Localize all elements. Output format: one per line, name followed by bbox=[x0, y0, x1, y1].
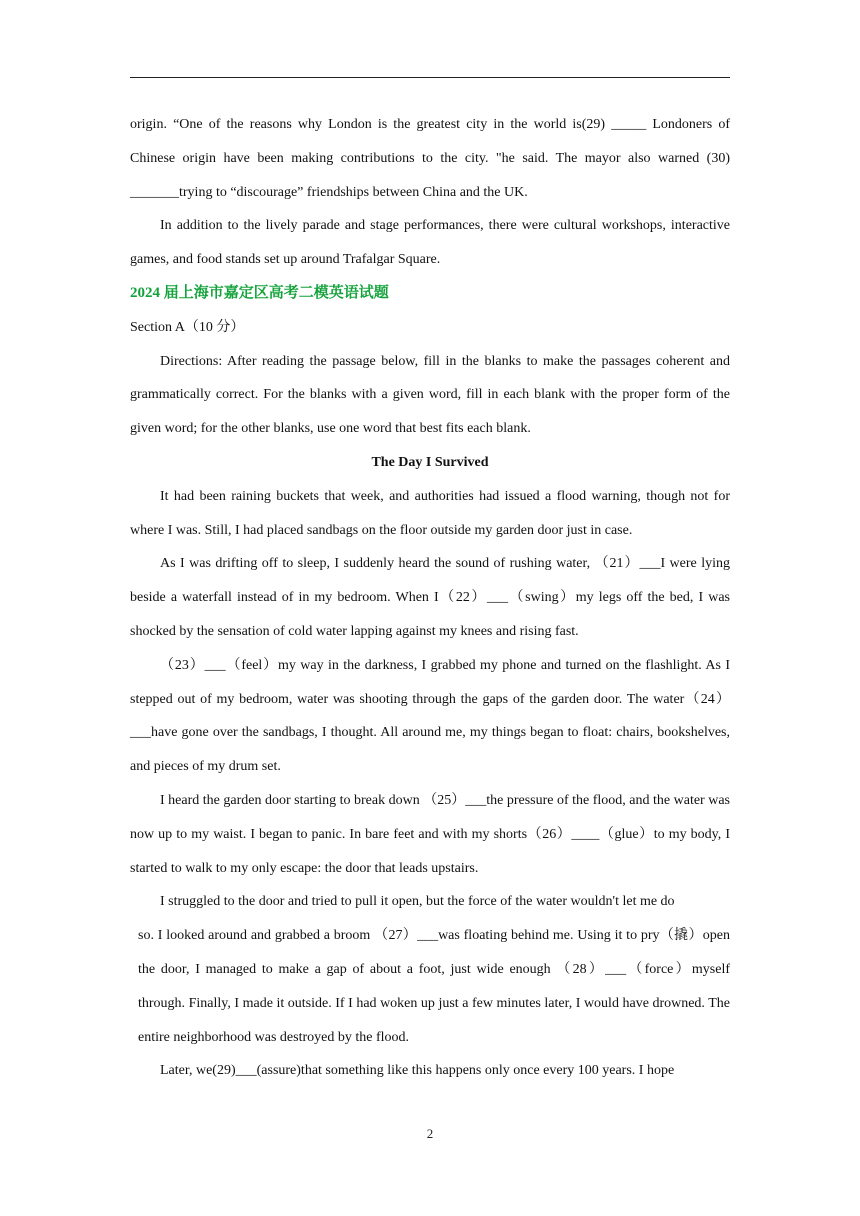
page-number: 2 bbox=[426, 1126, 434, 1141]
passage-paragraph: I heard the garden door starting to break down （25）___the pressure of the flood, and the water was now up to my waist. I began to panic. In bare feet and with my shorts（26）____（glue）to my body, I started to walk to my only escape: the door that leads upstairs. bbox=[130, 792, 730, 876]
previous-passage-paragraph: origin. “One of the reasons why London is the greatest city in the world is(29) _____ Londoners of Chinese origin have been making contributions to the city. "he said. The mayor also warned (30) _______trying to “discourage” friendships between China and the UK. bbox=[130, 117, 730, 200]
passage-title: The Day I Survived bbox=[371, 454, 489, 470]
passage-paragraph: Later, we(29)___(assure)that something like this happens only once every 100 years. I hope bbox=[160, 1063, 675, 1079]
passage-paragraph: I struggled to the door and tried to pull it open, but the force of the water wouldn't let me do bbox=[160, 894, 675, 910]
passage-paragraph: （23）___（feel）my way in the darkness, I grabbed my phone and turned on the flashlight. As I stepped out of my bedroom, water was shooting through the gaps of the garden door. The water（24）___have gone over the sandbags, I thought. All around me, my things began to float: chairs, bookshelves, and pieces of my drum set. bbox=[130, 657, 730, 775]
section-label: Section A（10 分） bbox=[130, 319, 245, 335]
exam-title: 2024 届上海市嘉定区高考二模英语试题 bbox=[130, 284, 389, 301]
passage-paragraph: so. I looked around and grabbed a broom （27）___was floating behind me. Using it to pry（撬）open the door, I managed to make a gap of about a foot, just wide enough （28）___（force）myself through. Finally, I made it outside. If I had woken up just a few minutes later, I would have drowned. The entire neighborhood was destroyed by the flood. bbox=[138, 928, 730, 1045]
passage-paragraph: As I was drifting off to sleep, I suddenly heard the sound of rushing water, （21）___I were lying beside a waterfall instead of in my bedroom. When I（22）___（swing）my legs off the bed, I was shocked by the sensation of cold water lapping against my knees and rising fast. bbox=[130, 556, 730, 639]
previous-passage-paragraph: In addition to the lively parade and stage performances, there were cultural workshops, interactive games, and food stands set up around Trafalgar Square. bbox=[130, 218, 730, 268]
header-rule bbox=[130, 77, 730, 78]
passage-paragraph: It had been raining buckets that week, and authorities had issued a flood warning, though not for where I was. Still, I had placed sandbags on the floor outside my garden door just in case. bbox=[130, 488, 730, 538]
directions: Directions: After reading the passage below, fill in the blanks to make the passages coherent and grammatically correct. For the blanks with a given word, fill in each blank with the proper form of the given word; for the other blanks, use one word that best fits each blank. bbox=[130, 353, 730, 437]
page-content bbox=[130, 108, 730, 1088]
